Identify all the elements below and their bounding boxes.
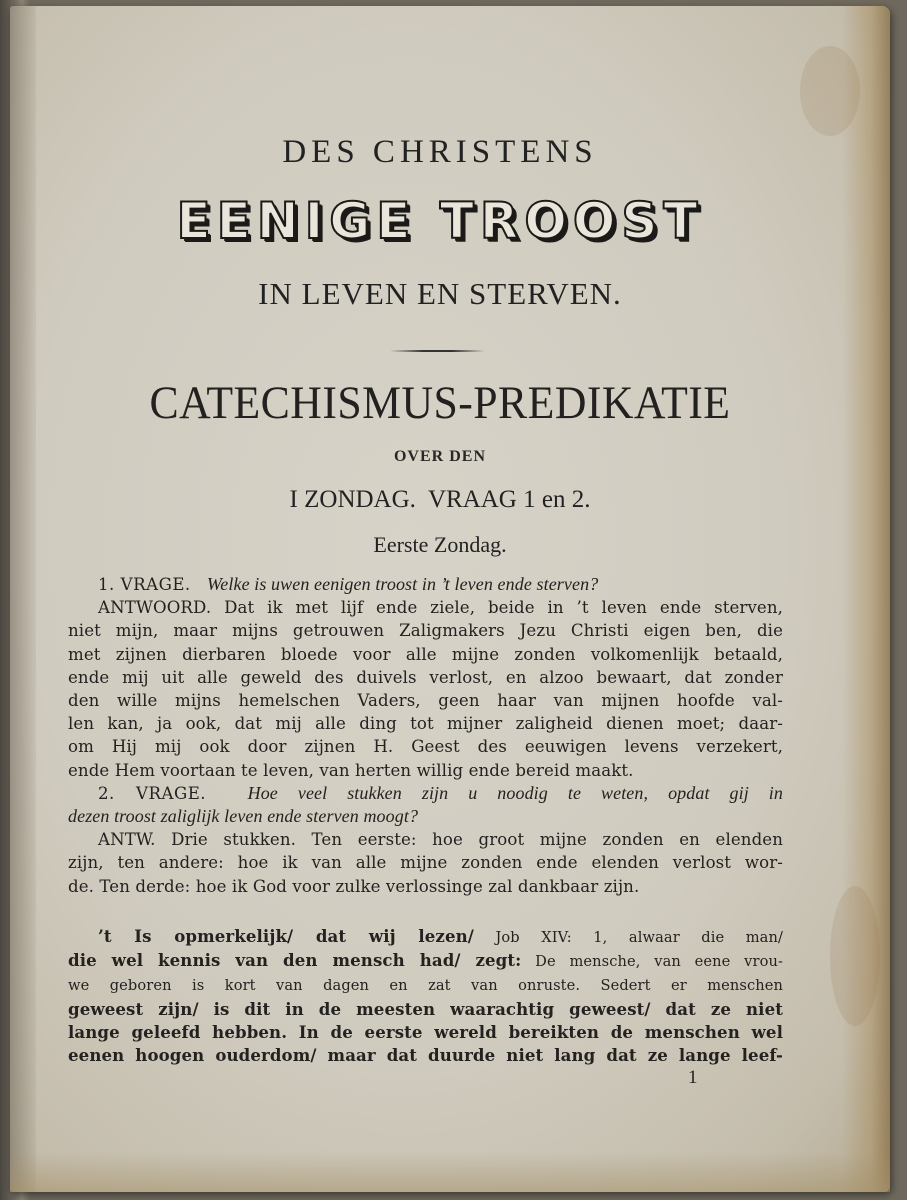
sermon-line: lange geleefd hebben. In de eerste wereld bereikten de menschen wel: [68, 1021, 783, 1042]
sermon-roman-text: Job XIV: 1, alwaar die man/: [473, 929, 783, 946]
over-den-label: OVER DEN: [393, 448, 486, 465]
pre-title: DES CHRISTENS: [282, 134, 598, 170]
main-title: EENIGE TROOST: [176, 192, 704, 250]
page-content: [10, 6, 890, 1192]
sermon-line: geweest zijn/ is dit in de meesten waarachtig geweest/ dat ze niet: [68, 998, 783, 1019]
sermon-gothic-text: ’t Is opmerkelijk/ dat wij lezen/: [98, 926, 474, 946]
sermon-roman-text: we geboren is kort van dagen en zat van onruste. Sedert er menschen: [68, 977, 783, 995]
sermon-text: [68, 925, 783, 1067]
sermon-line: [68, 925, 783, 949]
page-number: 1: [688, 1067, 698, 1088]
question-2-text: Hoe veel stukken zijn u noodig te weten, opdat gij in: [247, 782, 784, 803]
question-1-label: 1. VRAGE.: [98, 575, 191, 594]
zondag-heading: I ZONDAG. VRAAG 1 en 2.: [289, 486, 591, 513]
sermon-gothic-text: die wel kennis van den mensch had/ zegt:: [68, 950, 522, 971]
question-2-label: 2. VRAGE.: [98, 783, 207, 803]
title-divider: [390, 350, 485, 352]
sermon-line: [68, 973, 783, 997]
question-2-line: [68, 782, 783, 805]
answer-2-line: zijn, ten andere: hoe ik van alle mijne zonden ende elenden verlost wor-: [68, 853, 783, 873]
answer-1-line: om Hij mij ook door zijnen H. Geest des eeuwigen levens verzekert,: [68, 737, 783, 757]
answer-2-text: Drie stukken. Ten eerste: hoe groot mijne zonden en elenden: [171, 830, 784, 850]
sub-title: IN LEVEN EN STERVEN.: [258, 276, 622, 311]
question-2-text: dezen troost zaliglijk leven ende sterven moogt?: [68, 806, 419, 827]
eerste-zondag-heading: Eerste Zondag.: [373, 532, 507, 557]
answer-1-line: ende mij uit alle geweld des duivels verlost, en alzoo bewaart, dat zonder: [68, 667, 783, 687]
sermon-line: [68, 949, 783, 973]
answer-1-line: den wille mijns hemelschen Vaders, geen haar van mijnen hoofde val-: [68, 691, 783, 711]
sermon-line: eenen hoogen ouderdom/ maar dat duurde niet lang dat ze lange leef-: [68, 1045, 783, 1066]
book-page: [10, 6, 890, 1192]
answer-2-line: de. Ten derde: hoe ik God voor zulke verlossinge zal dankbaar zijn.: [68, 876, 640, 896]
section-title: CATECHISMUS-PREDIKATIE: [149, 377, 731, 429]
answer-1-line: ende Hem voortaan te leven, van herten willig ende bereid maakt.: [68, 760, 634, 780]
answer-2-label: ANTW.: [98, 830, 156, 850]
answer-1-line: [68, 596, 783, 619]
question-1-text: Welke is uwen eenigen troost in ’t leven ende sterven?: [206, 574, 599, 594]
sermon-roman-text: De mensche, van eene vrou-: [521, 953, 783, 971]
question-1-line: [68, 573, 783, 596]
answer-2-line: [68, 828, 783, 851]
answer-1-label: ANTWOORD.: [98, 598, 212, 618]
answer-1-text: Dat ik met lijf ende ziele, beide in ’t leven ende sterven,: [224, 598, 783, 618]
answer-1-line: met zijnen dierbaren bloede voor alle mijne zonden volkomenlijk betaald,: [68, 644, 783, 664]
answer-1-line: niet mijn, maar mijns getrouwen Zaligmakers Jezu Christi eigen ben, die: [68, 621, 783, 641]
answer-1-line: len kan, ja ook, dat mij alle ding tot mijner zaligheid dienen moet; daar-: [68, 714, 783, 734]
catechism-questions: [68, 573, 783, 898]
